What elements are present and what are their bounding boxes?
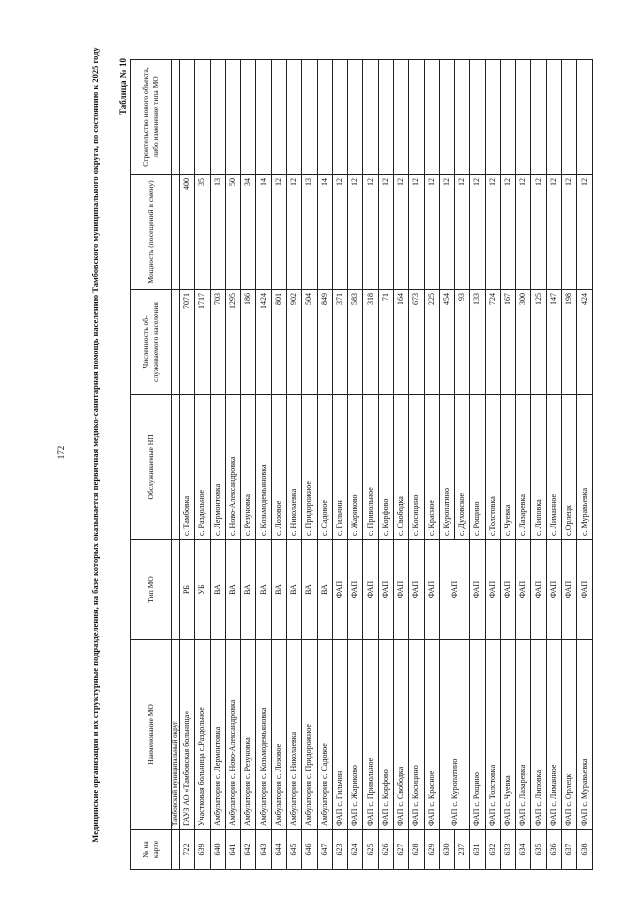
cell-construction (378, 60, 393, 175)
cell-capacity: 14 (317, 175, 332, 290)
cell-capacity: 12 (378, 175, 393, 290)
cell-mo-name: ФАП с. Жариково (348, 640, 363, 830)
cell-mo-type: ФАП (363, 540, 378, 640)
cell-capacity: 12 (577, 175, 593, 290)
document-title: Медицинские организации и их структурные подразделения, на базе которых оказывается первичная медико-санитарная помощь населению Тамбовского муниципального округа, по состоянию к 2025 году (90, 47, 100, 843)
cell-map-number: 644 (271, 830, 286, 870)
cell-capacity: 12 (500, 175, 515, 290)
cell-map-number: 237 (455, 830, 470, 870)
cell-capacity: 12 (286, 175, 301, 290)
cell-served-settlement: с. Корфово (378, 395, 393, 540)
cell-map-number: 646 (302, 830, 317, 870)
cell-map-number: 628 (409, 830, 424, 870)
cell-capacity: 12 (455, 175, 470, 290)
cell-served-settlement: с. Косицино (409, 395, 424, 540)
cell-mo-type: ФАП (577, 540, 593, 640)
cell-construction (225, 60, 240, 175)
table-row (271, 60, 286, 870)
table-row (546, 60, 561, 870)
table-row (241, 60, 256, 870)
cell-population: 849 (317, 290, 332, 395)
cell-construction (302, 60, 317, 175)
cell-mo-type: ФАП (378, 540, 393, 640)
cell-construction (332, 60, 347, 175)
cell-population: 198 (562, 290, 577, 395)
table-row (317, 60, 332, 870)
cell-mo-name: ФАП с. Лиманное (546, 640, 561, 830)
cell-population: 801 (271, 290, 286, 395)
table-row (516, 60, 531, 870)
cell-mo-type: ФАП (500, 540, 515, 640)
cell-mo-type: ФАП (409, 540, 424, 640)
cell-map-number: 634 (516, 830, 531, 870)
cell-map-number: 645 (286, 830, 301, 870)
header-served-settlements: Обслуживаемые НП (131, 395, 172, 540)
cell-mo-type: ВА (210, 540, 225, 640)
cell-construction (470, 60, 485, 175)
cell-map-number: 626 (378, 830, 393, 870)
table-row (256, 60, 271, 870)
cell-capacity: 12 (332, 175, 347, 290)
cell-population: 454 (439, 290, 454, 395)
cell-mo-name: ФАП с. Лазаревка (516, 640, 531, 830)
cell-construction (485, 60, 500, 175)
cell-served-settlement: с.Орлецк (562, 395, 577, 540)
cell-construction (180, 60, 195, 175)
cell-construction (409, 60, 424, 175)
cell-served-settlement: с. Жариково (348, 395, 363, 540)
cell-capacity: 13 (302, 175, 317, 290)
district-row (172, 60, 180, 870)
header-mo-name: Наименование МО (131, 640, 172, 830)
cell-population: 225 (424, 290, 439, 395)
cell-population: 300 (516, 290, 531, 395)
cell-served-settlement: с. Свободка (393, 395, 408, 540)
cell-population: 147 (546, 290, 561, 395)
cell-construction (317, 60, 332, 175)
cell-map-number: 638 (577, 830, 593, 870)
cell-map-number: 647 (317, 830, 332, 870)
cell-map-number: 639 (195, 830, 210, 870)
cell-capacity: 50 (225, 175, 240, 290)
table-row (332, 60, 347, 870)
cell-capacity: 12 (531, 175, 546, 290)
cell-population: 186 (241, 290, 256, 395)
cell-construction (546, 60, 561, 175)
cell-population: 1295 (225, 290, 240, 395)
cell-mo-name: ФАП с. Рощино (470, 640, 485, 830)
table-row (531, 60, 546, 870)
cell-mo-name: ФАП с. Муравьевка (577, 640, 593, 830)
cell-construction (241, 60, 256, 175)
cell-served-settlement: с. Резуновка (241, 395, 256, 540)
cell-population: 583 (348, 290, 363, 395)
cell-map-number: 631 (470, 830, 485, 870)
cell-population: 724 (485, 290, 500, 395)
cell-mo-name: ФАП с. Чуевка (500, 640, 515, 830)
cell-population: 673 (409, 290, 424, 395)
cell-map-number: 635 (531, 830, 546, 870)
cell-capacity: 13 (210, 175, 225, 290)
cell-construction (210, 60, 225, 175)
cell-served-settlement: с. Лермонтовка (210, 395, 225, 540)
cell-capacity: 400 (180, 175, 195, 290)
cell-population: 504 (302, 290, 317, 395)
cell-mo-type: ФАП (485, 540, 500, 640)
cell-mo-name: ФАП с. Косицино (409, 640, 424, 830)
cell-served-settlement: с. Гильчин (332, 395, 347, 540)
table-row (439, 60, 454, 870)
cell-served-settlement: с. Ново-Александровка (225, 395, 240, 540)
cell-mo-name: Амбулатория с. Садовое (317, 640, 332, 830)
table-header-row (131, 60, 172, 870)
cell-map-number: 623 (332, 830, 347, 870)
header-map-number: № на карте (131, 830, 172, 870)
cell-served-settlement: с. Куропатино (439, 395, 454, 540)
cell-capacity: 12 (348, 175, 363, 290)
cell-mo-type: ФАП (424, 540, 439, 640)
cell-served-settlement: с. Козьмодемьяновка (256, 395, 271, 540)
cell-served-settlement: с. Тамбовка (180, 395, 195, 540)
header-mo-type: Тип МО (131, 540, 172, 640)
cell-served-settlement: с. Красное (424, 395, 439, 540)
page-number: 172 (56, 445, 66, 460)
cell-population: 1424 (256, 290, 271, 395)
cell-construction (455, 60, 470, 175)
cell-served-settlement: с. Чуевка (500, 395, 515, 540)
table-row (470, 60, 485, 870)
table-row (210, 60, 225, 870)
cell-mo-name: ФАП с. Привольное (363, 640, 378, 830)
cell-mo-type: ФАП (348, 540, 363, 640)
table-row (225, 60, 240, 870)
cell-population: 133 (470, 290, 485, 395)
cell-map-number: 632 (485, 830, 500, 870)
cell-mo-name: Амбулатория с. Козьмодемьяновка (256, 640, 271, 830)
cell-construction (286, 60, 301, 175)
table-row (485, 60, 500, 870)
cell-map-number: 629 (424, 830, 439, 870)
cell-mo-type: УБ (195, 540, 210, 640)
cell-construction (393, 60, 408, 175)
cell-mo-name: Участковая больница с.Раздольное (195, 640, 210, 830)
table-row (195, 60, 210, 870)
cell-population: 318 (363, 290, 378, 395)
cell-construction (348, 60, 363, 175)
cell-mo-type: ВА (286, 540, 301, 640)
cell-map-number: 627 (393, 830, 408, 870)
cell-mo-type: РБ (180, 540, 195, 640)
header-population: Численность об-служиваемого населения (131, 290, 172, 395)
cell-map-number: 640 (210, 830, 225, 870)
cell-construction (363, 60, 378, 175)
cell-mo-name: ФАП с. Гильчин (332, 640, 347, 830)
cell-population: 93 (455, 290, 470, 395)
cell-mo-name: Амбулатория с. Резуновка (241, 640, 256, 830)
cell-mo-name: Амбулатория с. Лозовое (271, 640, 286, 830)
cell-served-settlement: с. Садовое (317, 395, 332, 540)
cell-served-settlement: с. Николаевка (286, 395, 301, 540)
table-row (424, 60, 439, 870)
header-capacity: Мощность (посещений в смену) (131, 175, 172, 290)
cell-mo-name: ФАП с. Липовка (531, 640, 546, 830)
cell-mo-type: ФАП (470, 540, 485, 640)
cell-served-settlement: с. Рощино (470, 395, 485, 540)
cell-mo-type: ФАП (393, 540, 408, 640)
cell-mo-type: ФАП (531, 540, 546, 640)
cell-mo-type: ФАП (439, 540, 470, 640)
table-row (562, 60, 577, 870)
cell-capacity: 12 (424, 175, 439, 290)
cell-construction (516, 60, 531, 175)
table-row (286, 60, 301, 870)
cell-mo-name: Амбулатория с. Ново-Александровка (225, 640, 240, 830)
cell-construction (439, 60, 454, 175)
cell-mo-name: Амбулатория с. Придорожное (302, 640, 317, 830)
cell-construction (195, 60, 210, 175)
cell-population: 7071 (180, 290, 195, 395)
cell-served-settlement: с. Лозовое (271, 395, 286, 540)
cell-mo-type: ВА (225, 540, 240, 640)
cell-mo-name: ФАП с. Свободка (393, 640, 408, 830)
cell-capacity: 12 (485, 175, 500, 290)
cell-served-settlement: с. Лиманное (546, 395, 561, 540)
cell-capacity: 34 (241, 175, 256, 290)
cell-map-number: 722 (180, 830, 195, 870)
district-name: Тамбовский муниципальный округ (172, 640, 180, 830)
cell-mo-name: ФАП с. Куропатино (439, 640, 470, 830)
cell-construction (271, 60, 286, 175)
table-row (409, 60, 424, 870)
cell-mo-name: Амбулатория с. Николаевка (286, 640, 301, 830)
cell-mo-type: ВА (271, 540, 286, 640)
cell-population: 125 (531, 290, 546, 395)
cell-mo-name: ФАП с. Орлецк (562, 640, 577, 830)
cell-capacity: 12 (562, 175, 577, 290)
table-row (180, 60, 195, 870)
cell-population: 167 (500, 290, 515, 395)
table-row (577, 60, 593, 870)
cell-capacity: 12 (516, 175, 531, 290)
cell-capacity: 12 (393, 175, 408, 290)
table-row (348, 60, 363, 870)
cell-mo-type: ФАП (332, 540, 347, 640)
cell-population: 371 (332, 290, 347, 395)
cell-mo-name: ФАП с. Толстовка (485, 640, 500, 830)
cell-capacity: 12 (546, 175, 561, 290)
cell-served-settlement: с. Раздольное (195, 395, 210, 540)
cell-capacity: 14 (256, 175, 271, 290)
cell-mo-type: ФАП (546, 540, 561, 640)
cell-map-number: 630 (439, 830, 454, 870)
cell-mo-name: Амбулатория с. Лермонтовка (210, 640, 225, 830)
cell-map-number: 637 (562, 830, 577, 870)
cell-served-settlement: с. Липовка (531, 395, 546, 540)
cell-construction (500, 60, 515, 175)
cell-population: 71 (378, 290, 393, 395)
cell-served-settlement: с. Муравьевка (577, 395, 593, 540)
facilities-table (130, 59, 593, 870)
cell-served-settlement: с. Лазаревка (516, 395, 531, 540)
cell-map-number: 624 (348, 830, 363, 870)
cell-mo-type: ВА (241, 540, 256, 640)
cell-construction (424, 60, 439, 175)
cell-construction (256, 60, 271, 175)
cell-population: 703 (210, 290, 225, 395)
cell-mo-type: ФАП (516, 540, 531, 640)
cell-map-number: 625 (363, 830, 378, 870)
cell-mo-name: ФАП с. Корфово (378, 640, 393, 830)
cell-mo-type: ФАП (562, 540, 577, 640)
cell-capacity: 12 (409, 175, 424, 290)
table-row (500, 60, 515, 870)
table-row (393, 60, 408, 870)
table-row (378, 60, 393, 870)
cell-map-number: 636 (546, 830, 561, 870)
cell-population: 1717 (195, 290, 210, 395)
cell-capacity: 12 (439, 175, 454, 290)
cell-map-number: 643 (256, 830, 271, 870)
table-row (363, 60, 378, 870)
cell-construction (577, 60, 593, 175)
cell-mo-name: ФАП с. Красное (424, 640, 439, 830)
cell-mo-type: ВА (256, 540, 271, 640)
cell-capacity: 12 (363, 175, 378, 290)
cell-capacity: 12 (271, 175, 286, 290)
cell-population: 902 (286, 290, 301, 395)
cell-map-number: 641 (225, 830, 240, 870)
cell-capacity: 35 (195, 175, 210, 290)
cell-mo-name: ГАУЗ АО «Тамбовская больница» (180, 640, 195, 830)
cell-capacity: 12 (470, 175, 485, 290)
cell-map-number: 642 (241, 830, 256, 870)
cell-construction (562, 60, 577, 175)
cell-served-settlement: с. Привольное (363, 395, 378, 540)
cell-mo-type: ВА (302, 540, 317, 640)
cell-population: 164 (393, 290, 408, 395)
header-construction: Строительство нового объекта, либо изменение типа МО (131, 60, 172, 175)
cell-served-settlement: с. Духовское (455, 395, 470, 540)
cell-construction (531, 60, 546, 175)
cell-map-number: 633 (500, 830, 515, 870)
table-label: Таблица № 10 (118, 58, 128, 116)
cell-population: 424 (577, 290, 593, 395)
cell-served-settlement: с. Придорожное (302, 395, 317, 540)
table-row (302, 60, 317, 870)
cell-mo-type: ВА (317, 540, 332, 640)
cell-served-settlement: с.Толстовка (485, 395, 500, 540)
